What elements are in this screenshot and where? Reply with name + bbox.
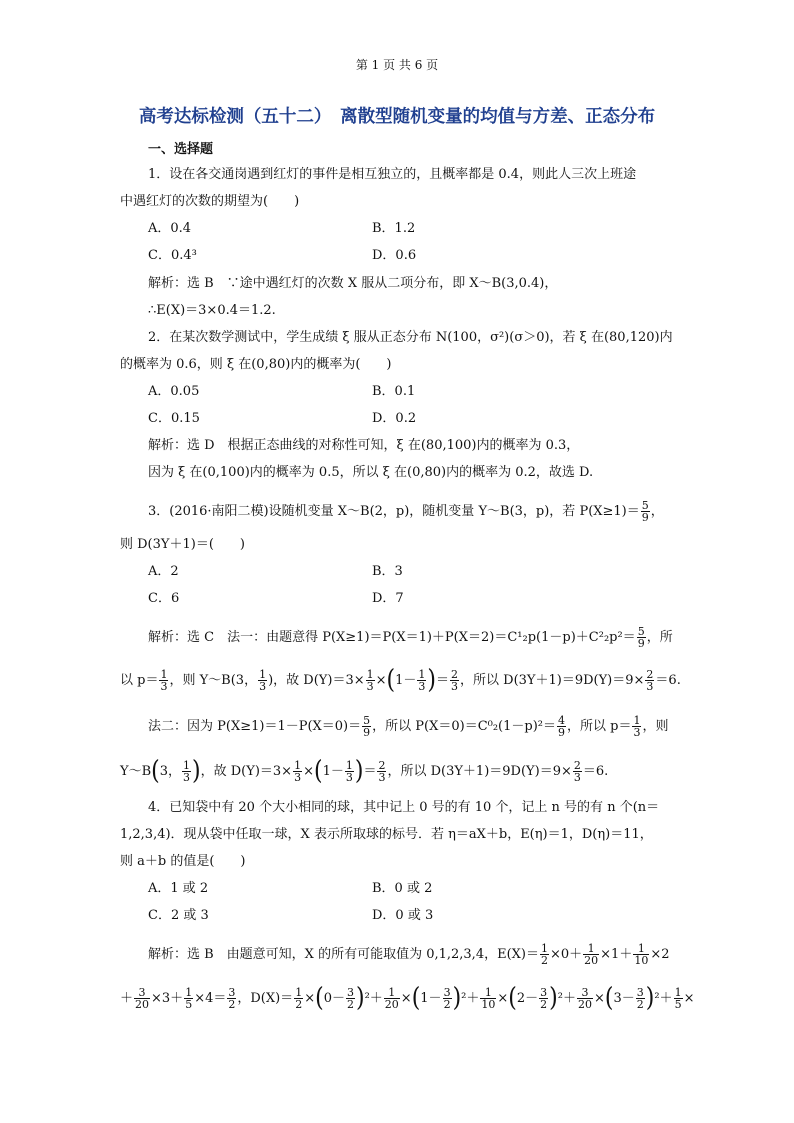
fraction: $\frac{1}{3}$ <box>633 714 641 739</box>
q2-stem-line-1: 2．在某次数学测试中，学生成绩 ξ 服从正态分布 N(100，σ²)(σ＞0)，若 ξ 在(80,120)内 <box>148 330 673 345</box>
fraction: $\frac{1}{2}$ <box>540 942 548 967</box>
q2-option-c: C．0.15 <box>148 411 200 426</box>
fraction: $\frac{5}{9}$ <box>641 499 649 524</box>
q3-solution-line-1: 解析：选 C 法一：由题意得 P(X≥1)＝P(X＝1)＋P(X＝2)＝C¹₂p(1－p)＋C²₂p²＝ $\frac{5}{9}$ ，所 <box>148 625 673 650</box>
fraction: $\frac{5}{9}$ <box>363 714 371 739</box>
q4-option-c: C．2 或 3 <box>148 908 209 923</box>
q3-solution-line-2: 以 p＝ $\frac{1}{3}$ ，则 Y～B(3， $\frac{1}{3}$ )，故 D(Y)＝3× $\frac{1}{3}$ ×(1－ $\frac{1}{3}$ )＝ $\frac{2}{3}$ ，所以 D(3Y＋1)＝9D(Y)＝9× $\frac{2}{3}$ ＝6. <box>120 664 681 695</box>
fraction: $\frac{2}{3}$ <box>378 759 386 784</box>
fraction: $\frac{1}{10}$ <box>481 986 496 1011</box>
fraction: $\frac{2}{3}$ <box>646 668 654 693</box>
q1-stem-line-2: 中遇红灯的次数的期望为( ) <box>120 194 300 209</box>
parenthesis: ( <box>151 755 160 786</box>
q2-option-a: A．0.05 <box>148 384 200 399</box>
parenthesis: ( <box>411 982 421 1013</box>
fraction: $\frac{1}{3}$ <box>259 668 267 693</box>
fraction: $\frac{1}{2}$ <box>295 986 303 1011</box>
q1-solution-line-1: 解析：选 B ∵途中遇红灯的次数 X 服从二项分布，即 X～B(3,0.4)， <box>148 276 558 291</box>
fraction: $\frac{2}{3}$ <box>573 759 581 784</box>
parenthesis: ) <box>354 755 364 786</box>
fraction: $\frac{1}{5}$ <box>674 986 682 1011</box>
parenthesis: ( <box>313 755 323 786</box>
q2-option-d: D．0.2 <box>372 411 417 426</box>
q1-option-c: C．0.4³ <box>148 248 197 263</box>
parenthesis: ( <box>604 982 614 1013</box>
parenthesis: ) <box>452 982 462 1013</box>
section-heading: 一、选择题 <box>148 142 214 157</box>
parenthesis: ( <box>508 982 517 1013</box>
q3-option-c: C．6 <box>148 591 180 606</box>
q3-option-b: B．3 <box>372 564 403 579</box>
fraction: $\frac{3}{2}$ <box>346 986 354 1011</box>
page-title: 高考达标检测（五十二） 离散型随机变量的均值与方差、正态分布 <box>138 107 656 127</box>
fraction: $\frac{3}{2}$ <box>228 986 236 1011</box>
q1-solution-line-2: ∴E(X)＝3×0.4＝1.2. <box>148 303 276 318</box>
fraction: $\frac{1}{20}$ <box>384 986 399 1011</box>
q4-stem-line-2: 1,2,3,4)．现从袋中任取一球，X 表示所取球的标号．若 η＝aX＋b，E(η)＝1，D(η)＝11， <box>120 827 653 842</box>
fraction: $\frac{3}{20}$ <box>577 986 592 1011</box>
q4-option-b: B．0 或 2 <box>372 881 433 896</box>
q1-stem-line-1: 1．设在各交通岗遇到红灯的事件是相互独立的，且概率都是 0.4，则此人三次上班途 <box>148 167 637 182</box>
q3-option-d: D．7 <box>372 591 404 606</box>
fraction: $\frac{1}{3}$ <box>418 668 426 693</box>
fraction: $\frac{1}{20}$ <box>584 942 599 967</box>
q3-stem-line-2: 则 D(3Y＋1)＝( ) <box>120 537 245 552</box>
fraction: $\frac{3}{2}$ <box>443 986 451 1011</box>
q1-option-d: D．0.6 <box>372 248 417 263</box>
fraction: $\frac{3}{20}$ <box>135 986 150 1011</box>
fraction: $\frac{5}{9}$ <box>637 625 645 650</box>
fraction: $\frac{1}{10}$ <box>634 942 649 967</box>
q4-stem-line-3: 则 a＋b 的值是( ) <box>120 854 246 869</box>
parenthesis: ) <box>355 982 365 1013</box>
parenthesis: ) <box>645 982 655 1013</box>
q3-method2-line-1: 法二：因为 P(X≥1)＝1－P(X＝0)＝ $\frac{5}{9}$ ，所以 P(X＝0)＝C⁰₂(1－p)²＝ $\frac{4}{9}$ ，所以 p＝ $\frac{1}{3}$ ，则 <box>148 714 669 739</box>
q3-method2-line-2: Y～B(3， $\frac{1}{3}$ )，故 D(Y)＝3× $\frac{1}{3}$ ×(1－ $\frac{1}{3}$ )＝ $\frac{2}{3}$ ，所以 D(3Y＋1)＝9D(Y)＝9× $\frac{2}{3}$ ＝6. <box>120 755 609 786</box>
q2-stem-line-2: 的概率为 0.6，则 ξ 在(0,80)内的概率为( ) <box>120 357 392 372</box>
page-indicator: 第 1 页 共 6 页 <box>355 58 439 72</box>
parenthesis: ( <box>386 664 396 695</box>
parenthesis: ) <box>192 755 201 786</box>
q4-solution-line-2: ＋ $\frac{3}{20}$ ×3＋ $\frac{1}{5}$ ×4＝ $\frac{3}{2}$ ，D(X)＝ $\frac{1}{2}$ ×(0－ $\frac{3}{2}$ )²＋ $\frac{1}{20}$ ×(1－ $\frac{3}{2}$ )²＋ $\frac{1}{10}$ ×(2－ $\frac{3}{2}$ )²＋ $\frac{3}{20}$ ×(3－ $\frac{3}{2}$ )²＋ $\frac{1}{5}$ × <box>120 982 695 1013</box>
q3-option-a: A．2 <box>148 564 179 579</box>
q4-option-a: A．1 或 2 <box>148 881 209 896</box>
q4-solution-line-1: 解析：选 B 由题意可知，X 的所有可能取值为 0,1,2,3,4，E(X)＝ $\frac{1}{2}$ ×0＋ $\frac{1}{20}$ ×1＋ $\frac{1}{10}$ ×2 <box>148 942 670 967</box>
q4-option-d: D．0 或 3 <box>372 908 434 923</box>
fraction: $\frac{1}{3}$ <box>183 759 191 784</box>
fraction: $\frac{1}{3}$ <box>160 668 168 693</box>
q2-option-b: B．0.1 <box>372 384 416 399</box>
fraction: $\frac{1}{3}$ <box>345 759 353 784</box>
q3-stem-line-1: 3．(2016·南阳二模)设随机变量 X～B(2，p)，随机变量 Y～B(3，p)，若 P(X≥1)＝ $\frac{5}{9}$ ， <box>148 499 664 524</box>
q2-solution-line-1: 解析：选 D 根据正态曲线的对称性可知，ξ 在(80,100)内的概率为 0.3， <box>148 438 580 453</box>
fraction: $\frac{3}{2}$ <box>540 986 548 1011</box>
fraction: $\frac{1}{5}$ <box>185 986 193 1011</box>
fraction: $\frac{2}{3}$ <box>451 668 459 693</box>
q1-option-b: B．1.2 <box>372 221 416 236</box>
q2-solution-line-2: 因为 ξ 在(0,100)内的概率为 0.5，所以 ξ 在(0,80)内的概率为 0.2，故选 D. <box>148 465 594 480</box>
parenthesis: ) <box>427 664 436 695</box>
fraction: $\frac{4}{9}$ <box>558 714 566 739</box>
fraction: $\frac{1}{3}$ <box>366 668 374 693</box>
fraction: $\frac{1}{3}$ <box>294 759 302 784</box>
q4-stem-line-1: 4．已知袋中有 20 个大小相同的球，其中记上 0 号的有 10 个，记上 n 号的有 n 个(n＝ <box>148 800 660 815</box>
parenthesis: ) <box>549 982 558 1013</box>
fraction: $\frac{3}{2}$ <box>636 986 644 1011</box>
parenthesis: ( <box>315 982 324 1013</box>
q1-option-a: A．0.4 <box>148 221 192 236</box>
